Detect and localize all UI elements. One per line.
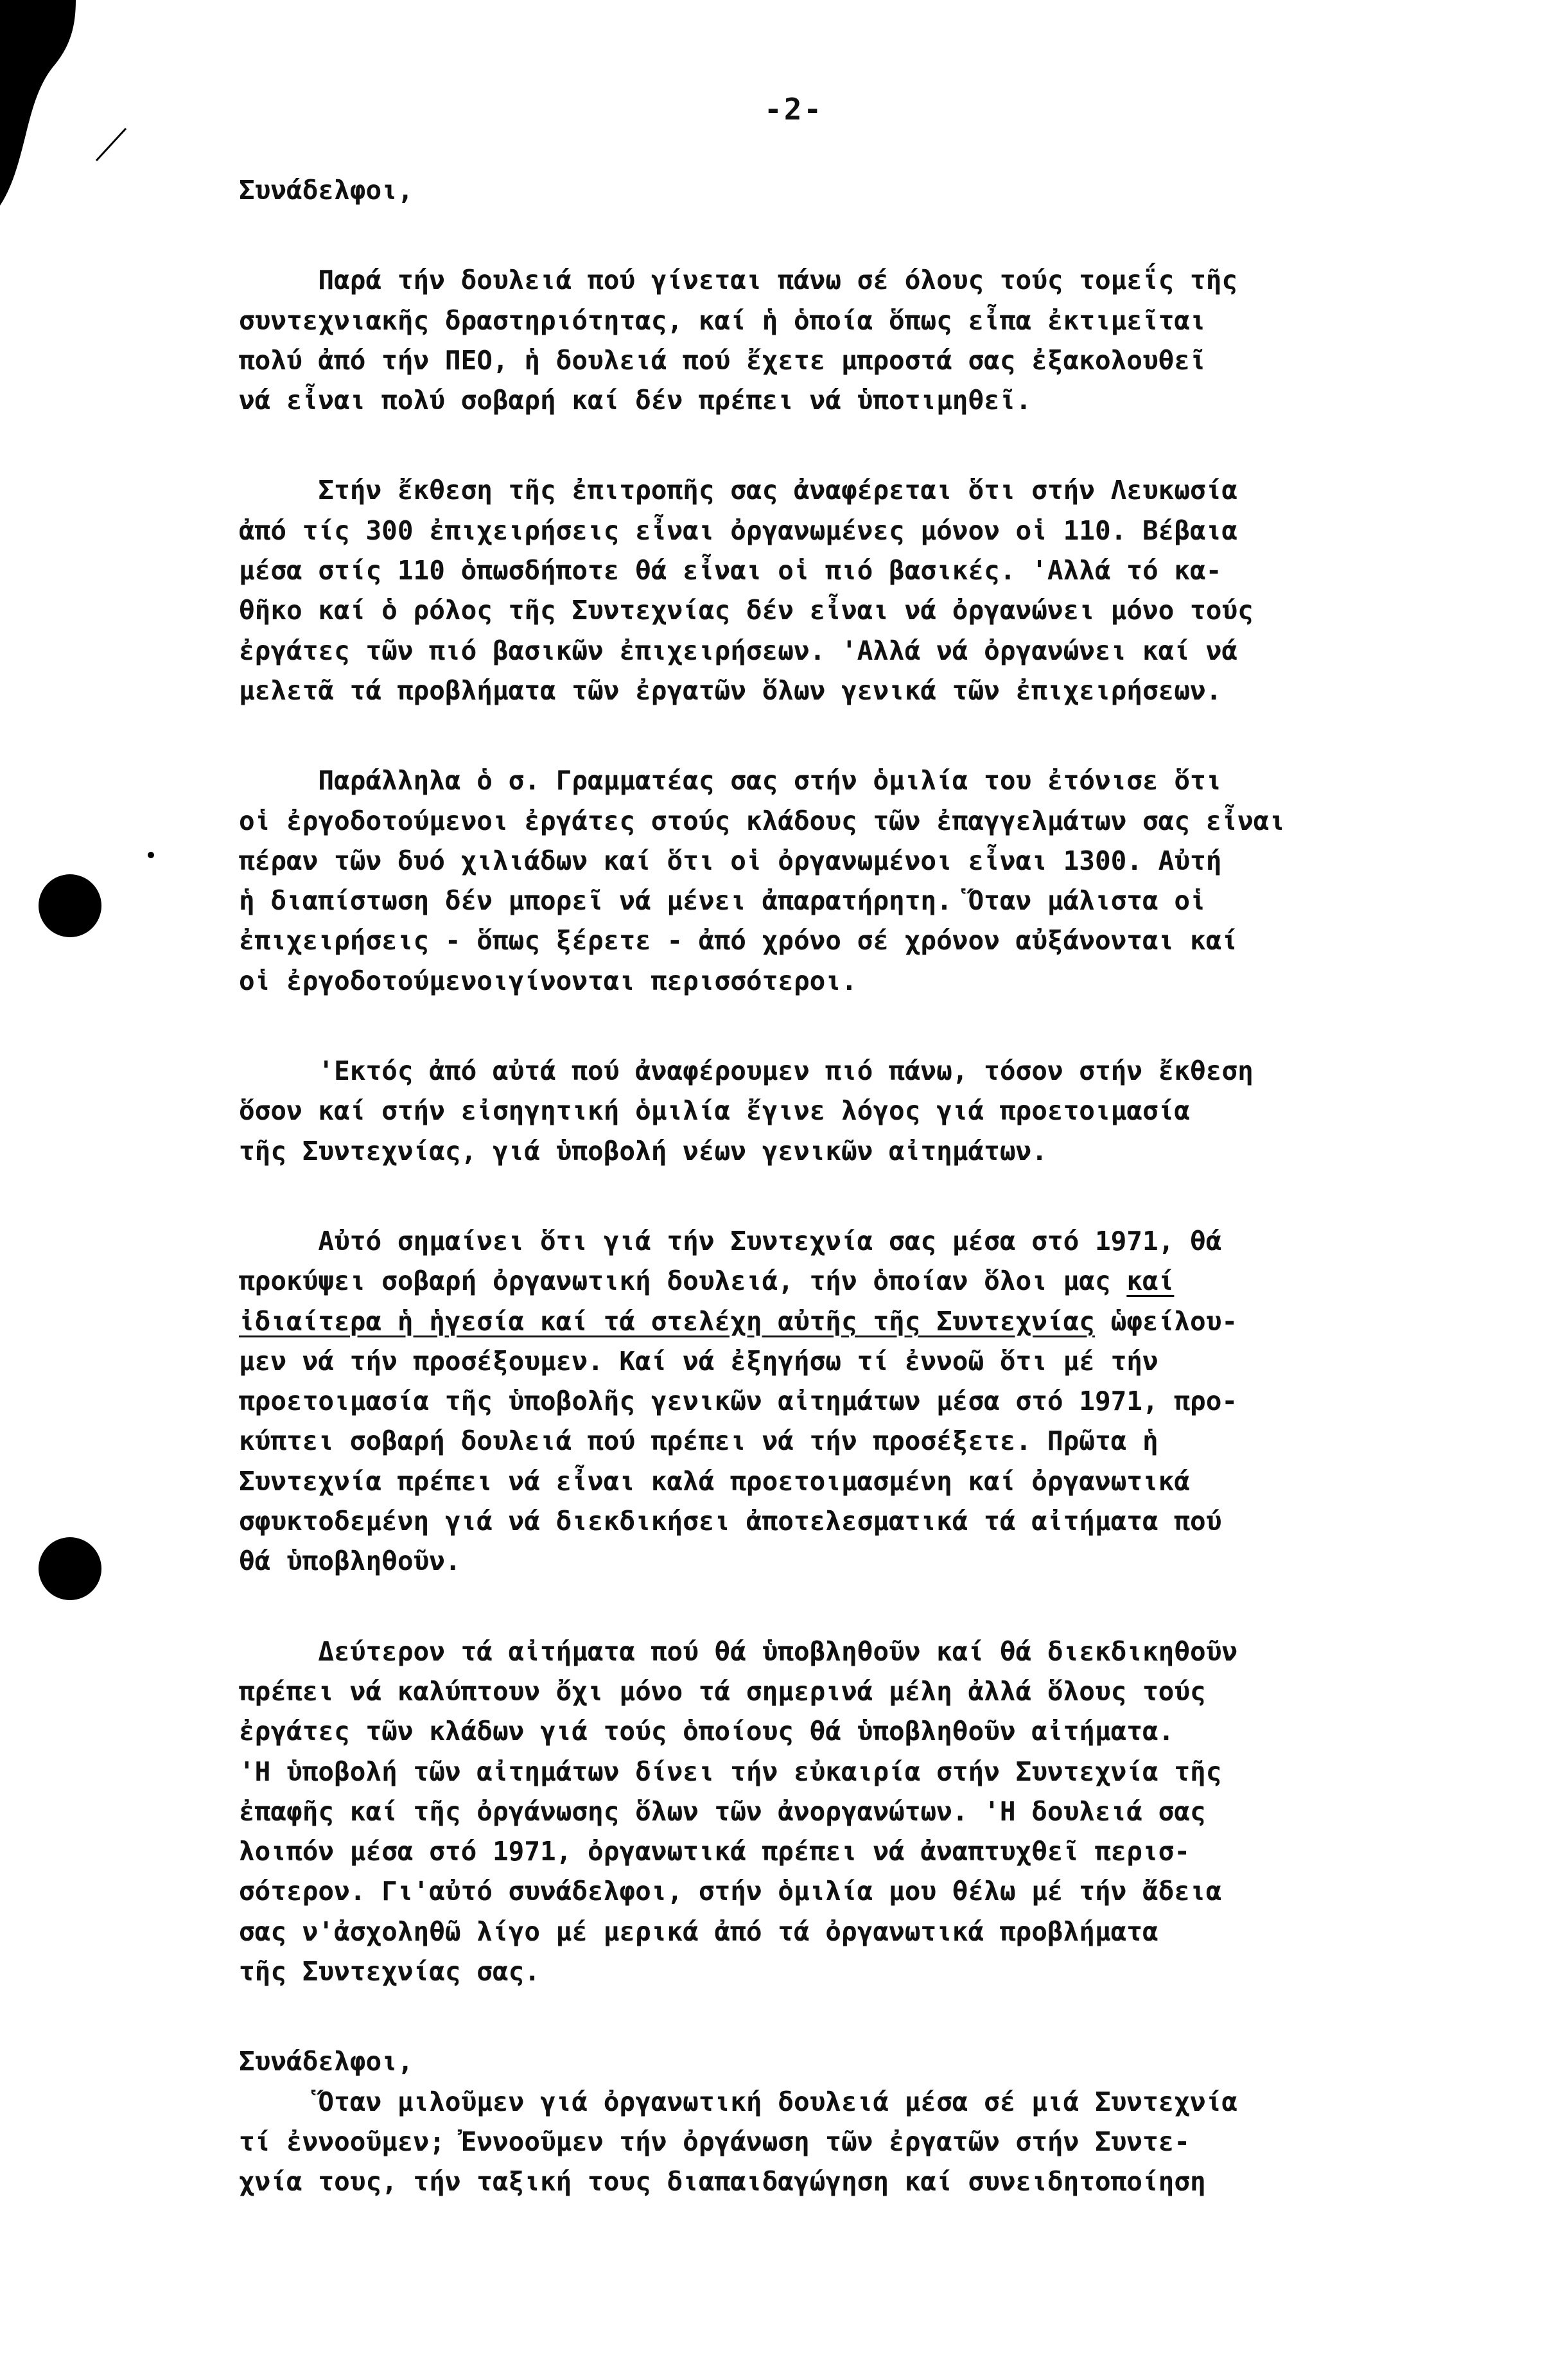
scan-corner-shadow xyxy=(0,0,193,206)
paragraph-3: Παράλληλα ὁ σ. Γραμματέας σας στήν ὁμιλία του ἐτόνισε ὅτι οἱ ἐργοδοτούμενοι ἐργάτες στούς κλάδους τῶν ἐπαγγελμάτων σας εἶναι πέραν τῶν δυό χιλιάδων καί ὅτι οἱ ὀργανωμένοι εἶναι 1300. Αὐτή ἡ διαπίστωση δέν μπορεῖ νά μένει ἀπαρατήρητη. Ὅταν μάλιστα οἱ ἐπιχειρήσεις - ὅπως ξέρετε - ἀπό χρόνο σέ χρόνον αὐξάνονται καί οἱ ἐργοδοτούμενοιγίνονται περισσότεροι. xyxy=(239,765,1286,996)
paragraph-2: Στήν ἔκθεση τῆς ἐπιτροπῆς σας ἀναφέρεται ὅτι στήν Λευκωσία ἀπό τίς 300 ἐπιχειρήσεις εἶναι ὀργανωμένες μόνον οἱ 110. Βέβαια μέσα στίς 110 ὁπωσδήποτε θά εἶναι οἱ πιό βασικές. 'Αλλά τό κα- θῆκο καί ὁ ρόλος τῆς Συντεχνίας δέν εἶναι νά ὀργανώνει μόνο τούς ἐργάτες τῶν πιό βασικῶν ἐπιχειρήσεων. 'Αλλά νά ὀργανώνει καί νά μελετᾶ τά προβλήματα τῶν ἐργατῶν ὅλων γενικά τῶν ἐπιχειρήσεων. xyxy=(239,475,1254,706)
punch-hole-top xyxy=(39,874,101,937)
stray-mark xyxy=(148,852,154,858)
underlined-emphasis: ἰδιαίτερα ἡ ἡγεσία καί τά στελέχη αὐτῆς τῆς Συντεχνίας xyxy=(239,1305,1095,1337)
paragraph-6: Δεύτερον τά αἰτήματα πού θά ὑποβληθοῦν καί θά διεκδικηθοῦν πρέπει νά καλύπτουν ὄχι μόνο τά σημερινά μέλη ἀλλά ὅλους τούς ἐργάτες τῶν κλάδων γιά τούς ὁποίους θά ὑποβληθοῦν αἰτήματα. 'Η ὑποβολή τῶν αἰτημάτων δίνει τήν εὐκαιρία στήν Συντεχνία τῆς ἐπαφῆς καί τῆς ὀργάνωσης ὅλων τῶν ἀνοργανώτων. 'Η δουλειά σας λοιπόν μέσα στό 1971, ὀργανωτικά πρέπει νά ἀναπτυχθεῖ περισ- σότερον. Γι'αὐτό συνάδελφοι, στήν ὁμιλία μου θέλω μέ τήν ἄδεια σας ν'ἀσχοληθῶ λίγο μέ μερικά ἀπό τά ὀργανωτικά προβλήματα τῆς Συντεχνίας σας. xyxy=(239,1635,1238,1987)
underlined-emphasis: καί xyxy=(1126,1265,1175,1297)
page-number: -2- xyxy=(764,92,824,127)
paragraph-7: Ὅταν μιλοῦμεν γιά ὀργανωτική δουλειά μέσα σέ μιά Συντεχνία τί ἐννοοῦμεν; Ἐννοοῦμεν τήν ὀργάνωση τῶν ἐργατῶν στήν Συντε- χνία τους, τήν ταξική τους διαπαιδαγώγηση καί συνειδητοποίηση xyxy=(239,2086,1238,2198)
paragraph-1: Παρά τήν δουλειά πού γίνεται πάνω σέ όλους τούς τομεΐς τῆς συντεχνιακῆς δραστηριότητας, καί ἡ ὁποία ὅπως εἶπα ἐκτιμεῖται πολύ ἀπό τήν ΠΕΟ, ἡ δουλειά πού ἔχετε μπροστά σας ἐξακολουθεῖ νά εἶναι πολύ σοβαρή καί δέν πρέπει νά ὑποτιμηθεῖ. xyxy=(239,265,1238,416)
salutation: Συνάδελφοι, xyxy=(239,175,414,206)
paragraph-4: 'Εκτός ἀπό αὐτά πού ἀναφέρουμεν πιό πάνω, τόσον στήν ἔκθεση ὅσον καί στήν εἰσηγητική ὁμιλία ἔγινε λόγος γιά προετοιμασία τῆς Συντεχνίας, γιά ὑποβολή νέων γενικῶν αἰτημάτων. xyxy=(239,1055,1254,1167)
salutation-2: Συνάδελφοι, xyxy=(239,2046,414,2077)
letter-body xyxy=(239,170,1510,2201)
paragraph-5: Αὐτό σημαίνει ὅτι γιά τήν Συντεχνία σας μέσα στό 1971, θά προκύψει σοβαρή ὀργανωτική δουλειά, τήν ὁποίαν ὅλοι μας καί ἰδιαίτερα ἡ ἡγεσία καί τά στελέχη αὐτῆς τῆς Συντεχνίας ὡφείλου- μεν νά τήν προσέξουμεν. Καί νά ἐξηγήσω τί ἐννοῶ ὅτι μέ τήν προετοιμασία τῆς ὑποβολῆς γενικῶν αἰτημάτων μέσα στό 1971, προ- κύπτει σοβαρή δουλειά πού πρέπει νά τήν προσέξετε. Πρῶτα ἡ Συντεχνία πρέπει νά εἶναι καλά προετοιμασμένη καί ὀργανωτικά σφυκτοδεμένη γιά νά διεκδικήσει ἀποτελεσματικά τά αἰτήματα πού θά ὑποβληθοῦν. xyxy=(239,1225,1238,1577)
punch-hole-bottom xyxy=(39,1537,101,1600)
